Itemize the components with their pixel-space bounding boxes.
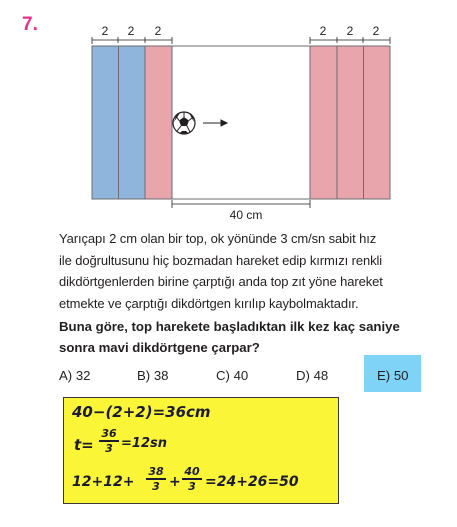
solution-line-2-left: t= [74, 436, 94, 454]
fraction-numerator: 36 [101, 427, 117, 440]
prompt-line: Buna göre, top harekete başladıktan ilk kez kaç saniye [59, 319, 400, 334]
dim-label-left-2: 2 [127, 24, 135, 38]
question-paragraph [59, 228, 427, 314]
red-rectangle-right-1 [310, 46, 337, 199]
rectangles-figure [0, 0, 457, 225]
solution-line-1: 40−(2+2)=36cm [72, 403, 211, 421]
prompt-line: sonra mavi dikdörtgene çarpar? [59, 339, 260, 355]
solution-line-3-right: =24+26=50 [205, 474, 299, 490]
dim-label-left-3: 2 [154, 24, 162, 38]
paragraph-line: dikdörtgenlerden birine çarptığı anda top zıt yöne hareket [59, 274, 383, 289]
solution-fraction-36-3 [99, 428, 119, 454]
solution-fraction-38-3 [146, 466, 166, 492]
dim-label-right-2: 2 [346, 24, 354, 38]
blue-rectangle-1 [92, 46, 119, 199]
question-number: 7. [22, 14, 38, 35]
solution-line-2-right: =12sn [121, 436, 167, 451]
fraction-denominator: 3 [105, 442, 113, 455]
fraction-numerator: 40 [184, 465, 200, 478]
paragraph-line: Yarıçapı 2 cm olan bir top, ok yönünde 3 cm/sn sabit hız [59, 231, 377, 246]
choice-c[interactable]: C) 40 [216, 368, 249, 383]
handwritten-solution-box [63, 397, 339, 504]
choice-e[interactable]: E) 50 [377, 368, 409, 383]
dim-label-right-1: 2 [319, 24, 327, 38]
choice-a[interactable]: A) 32 [59, 368, 91, 383]
solution-line-3-left: 12+12+ [72, 474, 135, 490]
distance-label: 40 cm [229, 208, 263, 222]
red-rectangle-left [145, 46, 172, 199]
fraction-denominator: 3 [188, 480, 196, 493]
fraction-numerator: 38 [148, 465, 164, 478]
choice-d[interactable]: D) 48 [296, 368, 329, 383]
dim-label-left-1: 2 [101, 24, 109, 38]
choice-b[interactable]: B) 38 [137, 368, 169, 383]
dim-label-right-3: 2 [372, 24, 380, 38]
paragraph-line: etmekte ve çarptığı dikdörtgen kırılıp kaybolmaktadır. [59, 295, 359, 311]
question-prompt [59, 317, 429, 358]
solution-plus: + [169, 474, 181, 490]
red-rectangle-right-2 [337, 46, 364, 199]
red-rectangle-right-3 [364, 46, 391, 199]
solution-fraction-40-3 [182, 466, 202, 492]
soccer-ball-icon [173, 112, 195, 134]
paragraph-line: ile doğrultusunu hiç bozmadan hareket edip kırmızı renkli [59, 252, 383, 268]
blue-rectangle-2 [119, 46, 146, 199]
fraction-denominator: 3 [152, 480, 160, 493]
